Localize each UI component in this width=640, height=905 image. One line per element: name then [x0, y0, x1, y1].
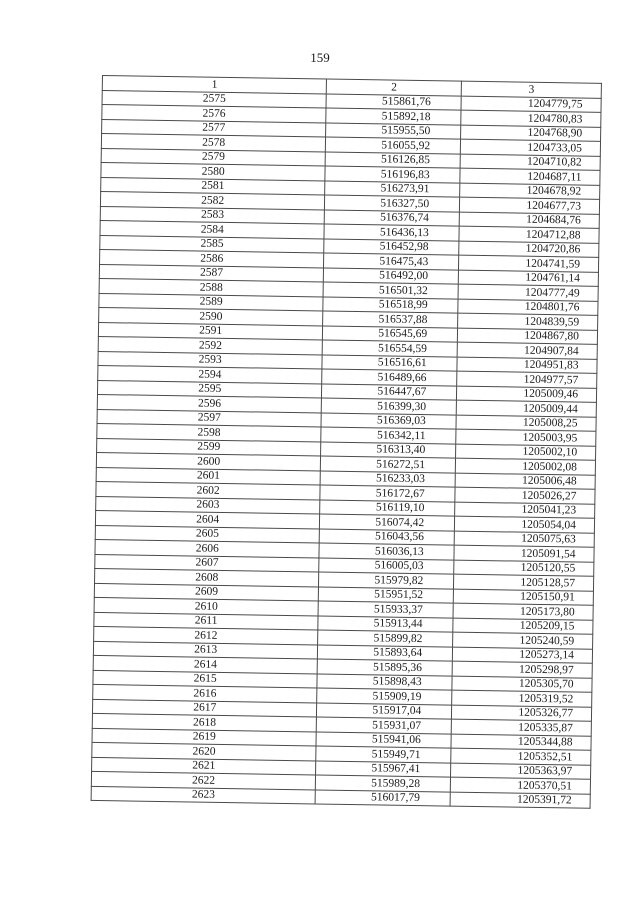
- x-coordinate-cell: 515917,04: [317, 702, 452, 719]
- x-coordinate-cell: 516369,03: [321, 412, 456, 429]
- point-number-cell: 2588: [99, 278, 324, 296]
- coordinates-table-body: [91, 76, 601, 809]
- y-coordinate-cell: 1204687,11: [460, 168, 600, 185]
- x-coordinate-cell: 515949,71: [316, 746, 451, 763]
- x-coordinate-cell: 516399,30: [322, 398, 457, 415]
- x-coordinate-cell: 516119,10: [320, 499, 455, 516]
- point-number-cell: 2612: [94, 626, 319, 644]
- y-coordinate-cell: 1205026,27: [455, 487, 595, 504]
- x-coordinate-cell: 516489,66: [322, 369, 457, 386]
- y-coordinate-cell: 1204839,59: [458, 313, 598, 330]
- point-number-cell: 2583: [100, 206, 325, 224]
- y-coordinate-cell: 1205305,70: [452, 676, 592, 693]
- y-coordinate-cell: 1204780,83: [461, 110, 601, 127]
- point-number-cell: 2599: [97, 438, 322, 456]
- x-coordinate-cell: 515989,28: [316, 775, 451, 792]
- x-coordinate-cell: 516074,42: [320, 514, 455, 531]
- x-coordinate-cell: 516172,67: [320, 485, 455, 502]
- x-coordinate-cell: 516452,98: [324, 239, 459, 256]
- y-coordinate-cell: 1204678,92: [460, 183, 600, 200]
- y-coordinate-cell: 1205075,63: [454, 531, 594, 548]
- y-coordinate-cell: 1205344,88: [451, 734, 591, 751]
- y-coordinate-cell: 1205128,57: [454, 574, 594, 591]
- y-coordinate-cell: 1205003,95: [456, 429, 596, 446]
- point-number-cell: 2604: [95, 510, 320, 528]
- point-number-cell: 2584: [100, 220, 325, 238]
- x-coordinate-cell: 516272,51: [321, 456, 456, 473]
- point-number-cell: 2587: [99, 264, 324, 282]
- y-coordinate-cell: 1205054,04: [455, 516, 595, 533]
- point-number-cell: 2609: [94, 583, 319, 601]
- point-number-cell: 2608: [95, 568, 320, 586]
- point-number-cell: 2610: [94, 597, 319, 615]
- y-coordinate-cell: 1205209,15: [453, 618, 593, 635]
- x-coordinate-cell: 515913,44: [318, 615, 453, 632]
- x-coordinate-cell: 516554,59: [322, 340, 457, 357]
- y-coordinate-cell: 1205009,46: [457, 386, 597, 403]
- coordinates-table: [91, 75, 602, 809]
- point-number-cell: 2622: [91, 771, 316, 789]
- x-coordinate-cell: 516501,32: [323, 282, 458, 299]
- y-coordinate-cell: 1205002,08: [455, 458, 595, 475]
- y-coordinate-cell: 1204677,73: [460, 197, 600, 214]
- y-coordinate-cell: 1204712,88: [459, 226, 599, 243]
- y-coordinate-cell: 1205150,91: [453, 589, 593, 606]
- column-header-y: 3: [461, 81, 601, 98]
- y-coordinate-cell: 1205091,54: [454, 545, 594, 562]
- x-coordinate-cell: 516327,50: [325, 195, 460, 212]
- y-coordinate-cell: 1205009,44: [456, 400, 596, 417]
- point-number-cell: 2577: [102, 119, 327, 137]
- point-number-cell: 2623: [91, 786, 316, 804]
- y-coordinate-cell: 1205391,72: [450, 792, 590, 809]
- y-coordinate-cell: 1204777,49: [458, 284, 598, 301]
- y-coordinate-cell: 1205335,87: [451, 719, 591, 736]
- coordinates-table-container: [91, 75, 602, 809]
- y-coordinate-cell: 1205370,51: [450, 777, 590, 794]
- x-coordinate-cell: 515861,76: [326, 94, 461, 111]
- point-number-cell: 2586: [100, 249, 325, 267]
- x-coordinate-cell: 515931,07: [317, 717, 452, 734]
- x-coordinate-cell: 515955,50: [326, 123, 461, 140]
- x-coordinate-cell: 516036,13: [319, 543, 454, 560]
- point-number-cell: 2582: [100, 191, 325, 209]
- x-coordinate-cell: 515899,82: [318, 630, 453, 647]
- x-coordinate-cell: 516518,99: [323, 297, 458, 314]
- y-coordinate-cell: 1205352,51: [451, 748, 591, 765]
- x-coordinate-cell: 516447,67: [322, 383, 457, 400]
- point-number-cell: 2616: [93, 684, 318, 702]
- column-header-x: 2: [327, 79, 462, 96]
- x-coordinate-cell: 515909,19: [317, 688, 452, 705]
- page-number: 159: [310, 50, 330, 65]
- point-number-cell: 2602: [96, 481, 321, 499]
- x-coordinate-cell: 516196,83: [325, 166, 460, 183]
- x-coordinate-cell: 516342,11: [321, 427, 456, 444]
- x-coordinate-cell: 515898,43: [317, 673, 452, 690]
- y-coordinate-cell: 1204768,90: [461, 125, 601, 142]
- x-coordinate-cell: 515941,06: [316, 731, 451, 748]
- y-coordinate-cell: 1205041,23: [455, 502, 595, 519]
- y-coordinate-cell: 1204761,14: [458, 270, 598, 287]
- y-coordinate-cell: 1204720,86: [459, 241, 599, 258]
- y-coordinate-cell: 1205120,55: [454, 560, 594, 577]
- point-number-cell: 2613: [93, 641, 318, 659]
- point-number-cell: 2621: [92, 757, 317, 775]
- x-coordinate-cell: 516537,88: [323, 311, 458, 328]
- point-number-cell: 2615: [93, 670, 318, 688]
- x-coordinate-cell: 516055,92: [326, 137, 461, 154]
- point-number-cell: 2589: [99, 293, 324, 311]
- y-coordinate-cell: 1204867,80: [458, 328, 598, 345]
- point-number-cell: 2603: [96, 496, 321, 514]
- x-coordinate-cell: 516475,43: [324, 253, 459, 270]
- x-coordinate-cell: 516516,61: [322, 354, 457, 371]
- point-number-cell: 2601: [96, 467, 321, 485]
- point-number-cell: 2594: [98, 365, 323, 383]
- x-coordinate-cell: 516005,03: [319, 557, 454, 574]
- x-coordinate-cell: 516043,56: [320, 528, 455, 545]
- x-coordinate-cell: 515951,52: [319, 586, 454, 603]
- point-number-cell: 2598: [97, 423, 322, 441]
- y-coordinate-cell: 1204779,75: [461, 96, 601, 113]
- x-coordinate-cell: 516313,40: [321, 441, 456, 458]
- point-number-cell: 2617: [92, 699, 317, 717]
- x-coordinate-cell: 515893,64: [318, 644, 453, 661]
- point-number-cell: 2619: [92, 728, 317, 746]
- x-coordinate-cell: 516376,74: [325, 210, 460, 227]
- y-coordinate-cell: 1204801,76: [458, 299, 598, 316]
- point-number-cell: 2606: [95, 539, 320, 557]
- point-number-cell: 2592: [98, 336, 323, 354]
- point-number-cell: 2596: [97, 394, 322, 412]
- y-coordinate-cell: 1205319,52: [452, 690, 592, 707]
- y-coordinate-cell: 1205002,10: [456, 444, 596, 461]
- point-number-cell: 2620: [92, 742, 317, 760]
- y-coordinate-cell: 1204733,05: [460, 139, 600, 156]
- point-number-cell: 2576: [102, 105, 327, 123]
- y-coordinate-cell: 1205008,25: [456, 415, 596, 432]
- y-coordinate-cell: 1204907,84: [457, 342, 597, 359]
- x-coordinate-cell: 516545,69: [323, 326, 458, 343]
- point-number-cell: 2607: [95, 554, 320, 572]
- x-coordinate-cell: 515892,18: [326, 108, 461, 125]
- point-number-cell: 2585: [100, 235, 325, 253]
- point-number-cell: 2581: [101, 177, 326, 195]
- point-number-cell: 2593: [98, 351, 323, 369]
- y-coordinate-cell: 1204684,76: [459, 212, 599, 229]
- x-coordinate-cell: 515979,82: [319, 572, 454, 589]
- x-coordinate-cell: 516273,91: [325, 181, 460, 198]
- x-coordinate-cell: 516017,79: [315, 789, 450, 806]
- y-coordinate-cell: 1205273,14: [453, 647, 593, 664]
- point-number-cell: 2611: [94, 612, 319, 630]
- point-number-cell: 2597: [97, 409, 322, 427]
- x-coordinate-cell: 516436,13: [324, 224, 459, 241]
- point-number-cell: 2595: [97, 380, 322, 398]
- y-coordinate-cell: 1204710,82: [460, 154, 600, 171]
- x-coordinate-cell: 516126,85: [325, 152, 460, 169]
- point-number-cell: 2591: [98, 322, 323, 340]
- y-coordinate-cell: 1205006,48: [455, 473, 595, 490]
- x-coordinate-cell: 515933,37: [318, 601, 453, 618]
- point-number-cell: 2590: [99, 307, 324, 325]
- point-number-cell: 2605: [95, 525, 320, 543]
- y-coordinate-cell: 1205363,97: [451, 763, 591, 780]
- x-coordinate-cell: 515895,36: [317, 659, 452, 676]
- y-coordinate-cell: 1204741,59: [459, 255, 599, 272]
- y-coordinate-cell: 1205173,80: [453, 603, 593, 620]
- point-number-cell: 2600: [96, 452, 321, 470]
- point-number-cell: 2618: [92, 713, 317, 731]
- y-coordinate-cell: 1205240,59: [453, 632, 593, 649]
- point-number-cell: 2578: [101, 134, 326, 152]
- y-coordinate-cell: 1204951,83: [457, 357, 597, 374]
- y-coordinate-cell: 1204977,57: [457, 371, 597, 388]
- column-header-point: 1: [102, 76, 327, 94]
- x-coordinate-cell: 515967,41: [316, 760, 451, 777]
- y-coordinate-cell: 1205326,77: [452, 705, 592, 722]
- y-coordinate-cell: 1205298,97: [452, 661, 592, 678]
- point-number-cell: 2580: [101, 162, 326, 180]
- x-coordinate-cell: 516233,03: [320, 470, 455, 487]
- point-number-cell: 2575: [102, 90, 327, 108]
- x-coordinate-cell: 516492,00: [324, 268, 459, 285]
- point-number-cell: 2614: [93, 655, 318, 673]
- point-number-cell: 2579: [101, 148, 326, 166]
